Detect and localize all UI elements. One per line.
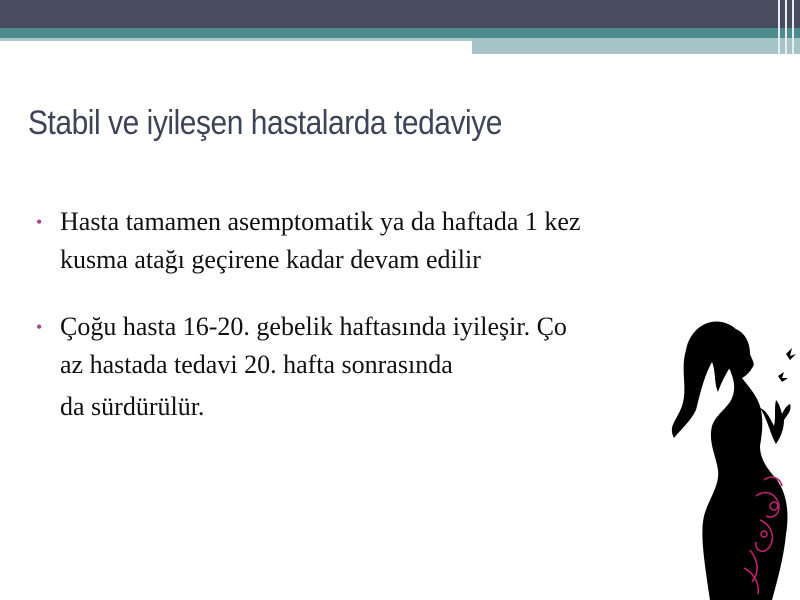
bullet-list	[36, 203, 686, 426]
header-accent-band	[0, 28, 800, 38]
pregnant-woman-silhouette-image	[660, 310, 800, 600]
header-bar	[0, 0, 800, 28]
bullet-text-line: kusma atağı geçirene kadar devam edilir	[60, 245, 481, 274]
header-right-stripe	[472, 38, 800, 54]
bullet-text-line: Çoğu hasta 16-20. gebelik haftasında iyileşir. Ço	[60, 312, 567, 341]
header-edge-lines	[776, 0, 800, 54]
bullet-marker: •	[36, 317, 43, 337]
bullet-item	[36, 203, 686, 279]
bullet-text-line: az hastada tedavi 20. hafta sonrasında	[60, 350, 453, 379]
bullet-marker: •	[36, 212, 43, 232]
bullet-text-line: Hasta tamamen asemptomatik ya da haftada 1 kez	[60, 207, 581, 236]
bullet-item	[36, 308, 686, 426]
header-thin-stripe	[0, 38, 475, 41]
bullet-text-line: da sürdürülür.	[60, 392, 205, 421]
slide-title: Stabil ve iyileşen hastalarda tedaviye	[28, 104, 502, 142]
